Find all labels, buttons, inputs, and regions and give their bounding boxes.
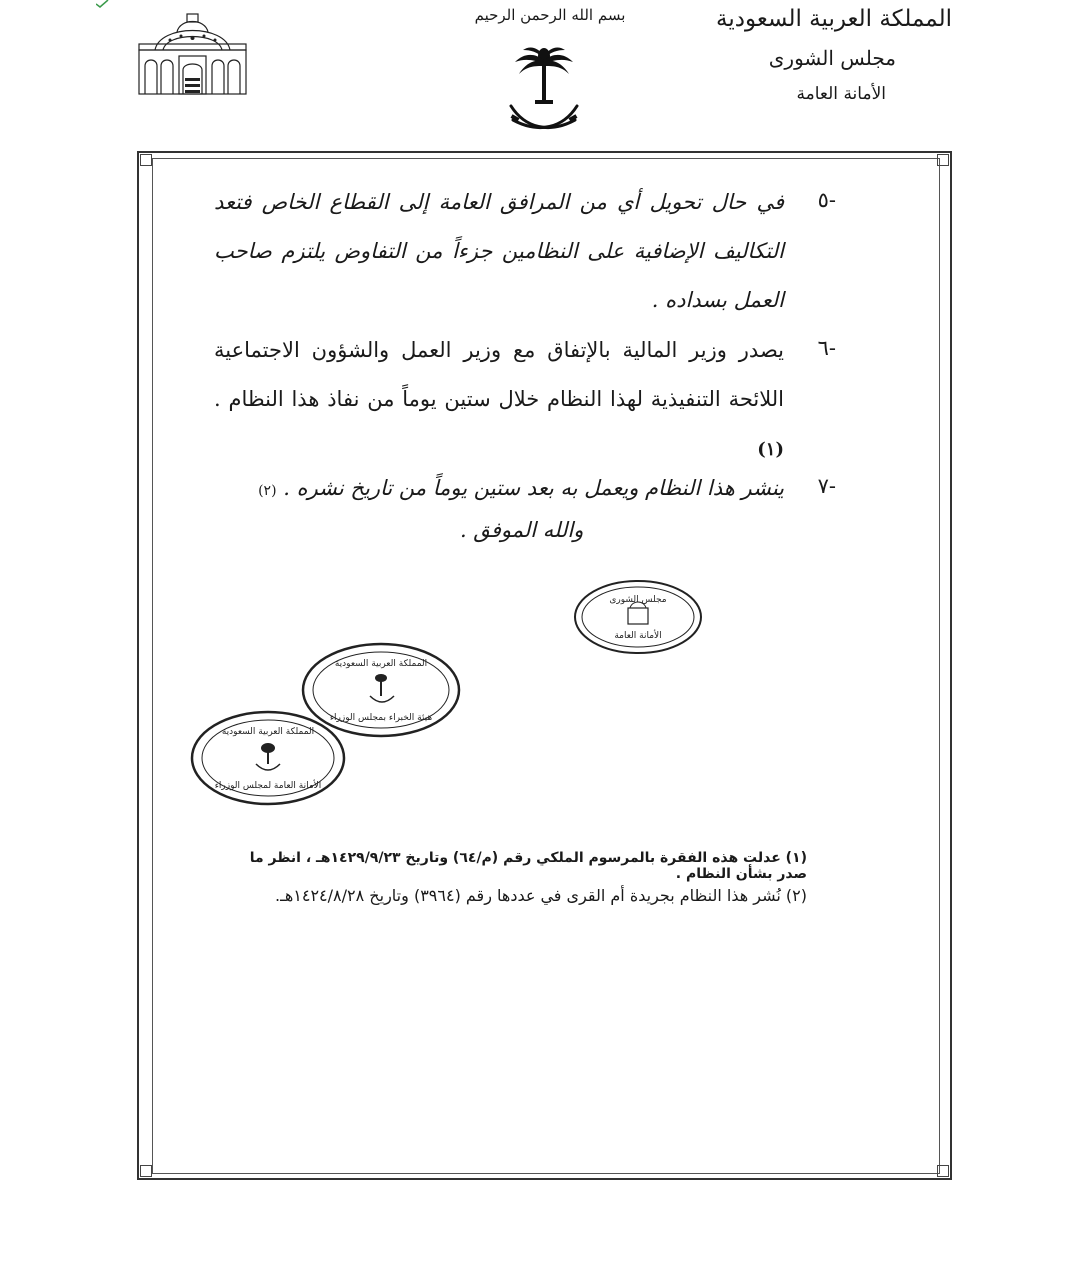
stamp-3-line-1: المملكة العربية السعودية [221,727,315,737]
article-5-number: ٥- [817,188,836,212]
article-7-note-mark: (٢) [258,483,277,499]
article-6-block [214,326,784,474]
general-secretariat: الأمانة العامة [796,84,886,104]
council-building-icon [135,10,250,100]
stamp-2-line-1: المملكة العربية السعودية [334,659,428,669]
corner-check-icon [96,0,114,8]
stamp-1-line-1: مجلس الشورى [609,595,667,605]
shura-secretariat-stamp [572,578,704,656]
footnote-2: (٢) نُشر هذا النظام بجريدة أم القرى في عددها رقم (٣٩٦٤) وتاريخ ١٤٢٤/٨/٢٨هـ. [275,886,807,905]
article-7-number: ٧- [817,474,836,498]
article-6-text: يصدر وزير المالية بالإتفاق مع وزير العمل والشؤون الاجتماعية اللائحة التنفيذية لهذا النظام خلال ستين يوماً من نفاذ هذا النظام . [214,338,784,411]
article-6-number: ٦- [817,336,836,360]
kingdom-name: المملكة العربية السعودية [716,6,952,32]
frame-corner [937,1165,949,1177]
stamp-3-line-2: الأمانة العامة لمجلس الوزراء [214,781,322,791]
letterhead-right [694,6,954,104]
council-name: مجلس الشورى [768,46,896,70]
basmala: بسم الله الرحمن الرحيم [474,6,626,24]
article-7-block [214,464,784,516]
stamp-2-line-2: هيئة الخبراء بمجلس الوزراء [329,713,433,723]
article-5-text: في حال تحويل أي من المرافق العامة إلى القطاع الخاص فتعد التكاليف الإضافية على النظامين جزءاً من التفاوض يلتزم صاحب العمل بسداده . [214,190,784,312]
footnote-1: (١) عدلت هذه الفقرة بالمرسوم الملكي رقم (م/٦٤) وتاريخ ١٤٢٩/٩/٢٣هـ ، انظر ما صدر بشأن النظام . [249,850,807,882]
stamp-1-line-2: الأمانة العامة [614,631,662,641]
cabinet-secretariat-stamp [188,708,348,808]
article-6-note-mark: (١) [757,439,784,460]
palm-and-swords-icon [505,42,583,140]
frame-corner [140,1165,152,1177]
closing-phrase: والله الموفق . [460,518,584,542]
frame-corner [140,154,152,166]
frame-corner [937,154,949,166]
article-7-text: ينشر هذا النظام ويعمل به بعد ستين يوماً من تاريخ نشره . [283,476,784,500]
